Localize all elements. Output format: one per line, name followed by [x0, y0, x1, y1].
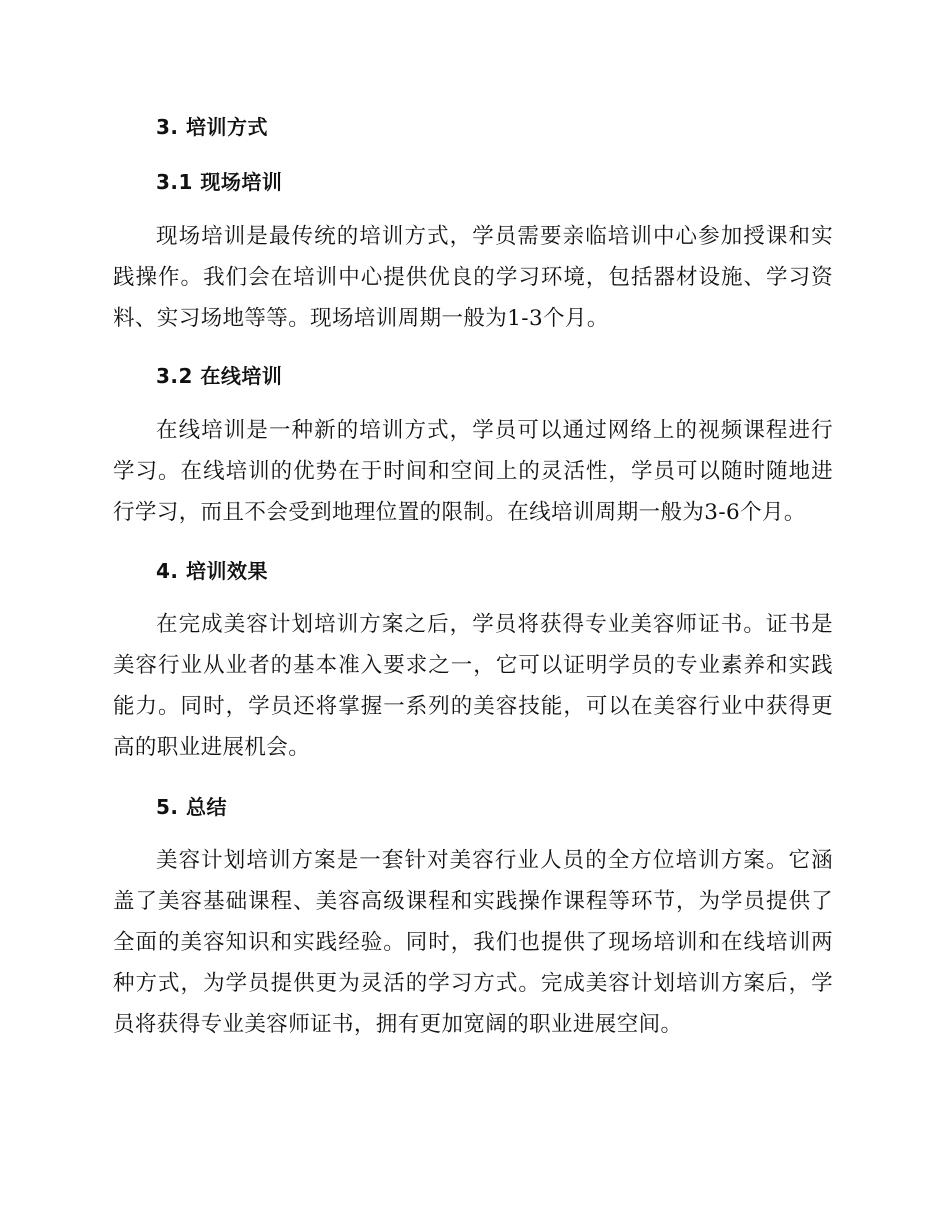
paragraph-online-training: 在线培训是一种新的培训方式，学员可以通过网络上的视频课程进行学习。在线培训的优势在于时间和空间上的灵活性，学员可以随时随地进行学习，而且不会受到地理位置的限制。在线培训周期一般为3-6个月。 — [113, 418, 833, 525]
section-heading-training-effects: 4. 培训效果 — [156, 559, 268, 583]
paragraph-summary: 美容计划培训方案是一套针对美容行业人员的全方位培训方案。它涵盖了美容基础课程、美容高级课程和实践操作课程等环节，为学员提供了全面的美容知识和实践经验。同时，我们也提供了现场培训和在线培训两种方式，为学员提供更为灵活的学习方式。完成美容计划培训方案后，学员将获得专业美容师证书，拥有更加宽阔的职业进展空间。 — [113, 848, 833, 1037]
paragraph-onsite-training: 现场培训是最传统的培训方式，学员需要亲临培训中心参加授课和实践操作。我们会在培训中心提供优良的学习环境，包括器材设施、学习资料、实习场地等等。现场培训周期一般为1-3个月。 — [113, 224, 833, 331]
subsection-heading-online-training: 3.2 在线培训 — [156, 364, 283, 388]
subsection-heading-onsite-training: 3.1 现场培训 — [156, 170, 283, 194]
section-heading-summary: 5. 总结 — [156, 795, 227, 819]
section-heading-training-methods: 3. 培训方式 — [156, 115, 268, 139]
paragraph-training-effects: 在完成美容计划培训方案之后，学员将获得专业美容师证书。证书是美容行业从业者的基本准入要求之一，它可以证明学员的专业素养和实践能力。同时，学员还将掌握一系列的美容技能，可以在美容行业中获得更高的职业进展机会。 — [113, 612, 833, 760]
